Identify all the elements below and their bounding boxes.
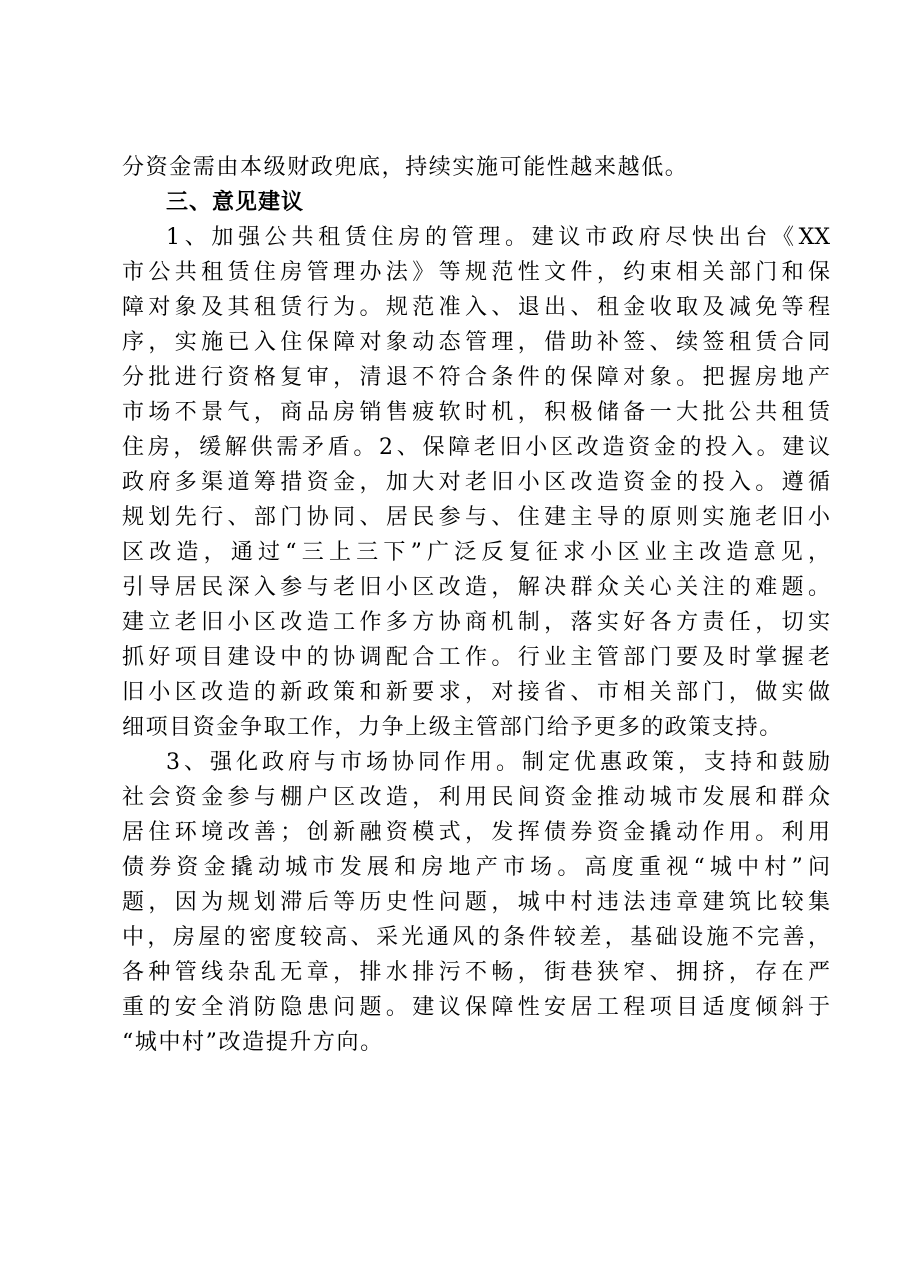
paragraph-line: 债券资金撬动城市发展和房地产市场。高度重视“城中村”问	[122, 855, 830, 880]
paragraph-line: 引导居民深入参与老旧小区改造，解决群众关心关注的难题。	[122, 575, 830, 600]
paragraph-line: 3、强化政府与市场协同作用。制定优惠政策，支持和鼓励	[166, 750, 830, 775]
paragraph-line: 市场不景气，商品房销售疲软时机，积极储备一大批公共租赁	[122, 400, 830, 425]
section-heading: 三、意见建议	[166, 190, 305, 215]
paragraph-line: 居住环境改善；创新融资模式，发挥债券资金撬动作用。利用	[122, 820, 830, 845]
text-line: 分资金需由本级财政兜底，持续实施可能性越来越低。	[122, 155, 689, 180]
paragraph-line: 分批进行资格复审，清退不符合条件的保障对象。把握房地产	[122, 365, 830, 390]
paragraph-line: 1、加强公共租赁住房的管理。建议市政府尽快出台《XX	[166, 225, 830, 250]
paragraph-line: 区改造，通过“三上三下”广泛反复征求小区业主改造意见，	[122, 540, 830, 565]
paragraph-line: 规划先行、部门协同、居民参与、住建主导的原则实施老旧小	[122, 505, 830, 530]
paragraph-line: 序，实施已入住保障对象动态管理，借助补签、续签租赁合同	[122, 330, 830, 355]
paragraph-line: 旧小区改造的新政策和新要求，对接省、市相关部门，做实做	[122, 680, 830, 705]
paragraph-line: 政府多渠道筹措资金，加大对老旧小区改造资金的投入。遵循	[122, 470, 830, 495]
paragraph-line: 市公共租赁住房管理办法》等规范性文件，约束相关部门和保	[122, 260, 830, 285]
paragraph-line: “城中村”改造提升方向。	[122, 1030, 384, 1055]
paragraph-line: 建立老旧小区改造工作多方协商机制，落实好各方责任，切实	[122, 610, 830, 635]
document-page	[122, 150, 830, 1060]
paragraph-line: 中，房屋的密度较高、采光通风的条件较差，基础设施不完善，	[122, 925, 830, 950]
paragraph-line: 题，因为规划滞后等历史性问题，城中村违法违章建筑比较集	[122, 890, 830, 915]
paragraph-line: 障对象及其租赁行为。规范准入、退出、租金收取及减免等程	[122, 295, 830, 320]
paragraph-line: 各种管线杂乱无章，排水排污不畅，街巷狭窄、拥挤，存在严	[122, 960, 830, 985]
paragraph-line: 抓好项目建设中的协调配合工作。行业主管部门要及时掌握老	[122, 645, 830, 670]
paragraph-line: 住房，缓解供需矛盾。2、保障老旧小区改造资金的投入。建议	[122, 435, 830, 460]
paragraph-line: 社会资金参与棚户区改造，利用民间资金推动城市发展和群众	[122, 785, 830, 810]
paragraph-line: 细项目资金争取工作，力争上级主管部门给予更多的政策支持。	[122, 715, 783, 740]
paragraph-line: 重的安全消防隐患问题。建议保障性安居工程项目适度倾斜于	[122, 995, 830, 1020]
